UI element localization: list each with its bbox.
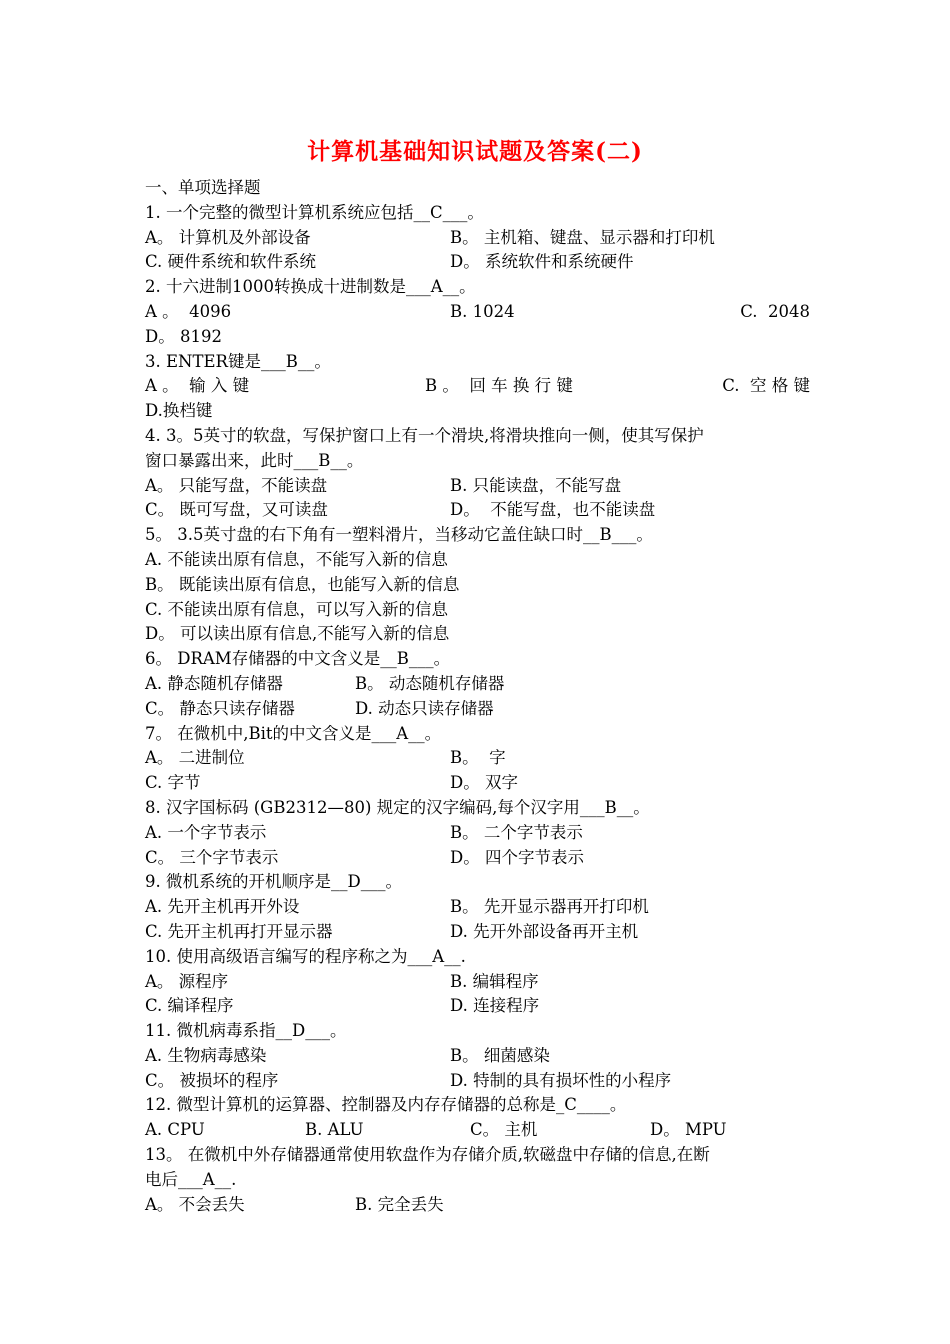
option-c: C. 2048 <box>740 301 810 321</box>
option-row <box>145 498 810 523</box>
question-stem: 12. 微型计算机的运算器、控制器及内存存储器的总称是_C____。 <box>145 1095 627 1115</box>
option-a: A。 二进制位 <box>145 748 245 768</box>
option-row <box>145 846 810 871</box>
option-d: D. 连接程序 <box>450 996 540 1016</box>
option-row <box>145 374 810 399</box>
option-d: D。 8192 <box>145 326 222 346</box>
option-a: A。 只能写盘，不能读盘 <box>145 475 328 495</box>
option-d: D.换档键 <box>145 401 213 421</box>
option-b: B. ALU <box>305 1120 364 1140</box>
option-d: D. 动态只读存储器 <box>355 698 494 718</box>
question-stem: 3. ENTER键是___B__。 <box>145 351 331 371</box>
option-row <box>145 970 810 995</box>
option-d: D。 系统软件和系统硬件 <box>450 252 634 272</box>
option-c: C. 空 格 键 <box>722 376 810 396</box>
option-b: B。 二个字节表示 <box>450 822 583 842</box>
option-d: D。 MPU <box>650 1120 727 1140</box>
option-b: B. 1024 <box>450 301 515 321</box>
option-a: A. 不能读出原有信息，不能写入新的信息 <box>145 549 448 569</box>
question-stem: 1. 一个完整的微型计算机系统应包括__C___。 <box>145 202 484 222</box>
option-a: A. 生物病毒感染 <box>145 1045 267 1065</box>
option-c: C。 三个字节表示 <box>145 847 279 867</box>
option-row <box>145 1069 810 1094</box>
option-d: D。 四个字节表示 <box>450 847 584 867</box>
option-row <box>145 746 810 771</box>
option-c: C. 不能读出原有信息，可以写入新的信息 <box>145 599 449 619</box>
option-row <box>145 771 810 796</box>
option-d: D. 特制的具有损坏性的小程序 <box>450 1070 672 1090</box>
question-stem: 8. 汉字国标码 (GB2312—80) 规定的汉字编码,每个汉字用___B__。 <box>145 797 650 817</box>
option-b: B。 字 <box>450 748 506 768</box>
option-b: B 。 回 车 换 行 键 <box>425 376 573 396</box>
option-row <box>145 920 810 945</box>
question-stem-continued: 电后___A__. <box>145 1169 237 1189</box>
option-c: C. 硬件系统和软件系统 <box>145 252 317 272</box>
option-a: A。 计算机及外部设备 <box>145 227 311 247</box>
page-title: 计算机基础知识试题及答案(二) <box>307 138 643 165</box>
question-stem: 10. 使用高级语言编写的程序称之为___A__. <box>145 946 466 966</box>
question-stem: 5。 3.5英寸盘的右下角有一塑料滑片，当移动它盖住缺口时__B___。 <box>145 525 653 545</box>
option-row <box>145 1044 810 1069</box>
option-c: C。 静态只读存储器 <box>145 698 295 718</box>
option-row <box>145 250 810 275</box>
question-stem: 11. 微机病毒系指__D___。 <box>145 1021 347 1041</box>
option-row <box>145 1118 810 1143</box>
option-b: B。 先开显示器再开打印机 <box>450 897 649 917</box>
option-a: A。 源程序 <box>145 971 229 991</box>
option-c: C。 既可写盘，又可读盘 <box>145 500 328 520</box>
option-row <box>145 697 810 722</box>
option-a: A. CPU <box>145 1120 205 1140</box>
option-c: C。 被损坏的程序 <box>145 1070 279 1090</box>
option-d: D. 先开外部设备再开主机 <box>450 921 639 941</box>
option-b: B. 只能读盘，不能写盘 <box>450 475 622 495</box>
option-a: A。 不会丢失 <box>145 1194 245 1214</box>
option-b: B. 编辑程序 <box>450 971 539 991</box>
option-row <box>145 895 810 920</box>
option-a: A 。 输 入 键 <box>145 376 250 396</box>
question-stem-continued: 窗口暴露出来，此时___B__。 <box>145 450 364 470</box>
question-stem: 4. 3。5英寸的软盘，写保护窗口上有一个滑块,将滑块推向一侧，使其写保护 <box>145 425 704 445</box>
option-b: B。 主机箱、键盘、显示器和打印机 <box>450 227 715 247</box>
option-row <box>145 226 810 251</box>
option-row <box>145 994 810 1019</box>
option-c: C。 主机 <box>470 1120 538 1140</box>
option-row <box>145 1193 810 1218</box>
question-list <box>145 176 810 1217</box>
option-c: C. 字节 <box>145 773 201 793</box>
question-stem: 2. 十六进制1000转换成十进制数是___A__。 <box>145 277 476 297</box>
option-a: A 。 4096 <box>145 301 232 321</box>
option-c: C. 编译程序 <box>145 996 234 1016</box>
option-b: B。 既能读出原有信息，也能写入新的信息 <box>145 574 460 594</box>
option-d: D。 可以读出原有信息,不能写入新的信息 <box>145 624 450 644</box>
option-row <box>145 474 810 499</box>
option-b: B。 细菌感染 <box>450 1045 550 1065</box>
question-stem: 9. 微机系统的开机顺序是__D___。 <box>145 872 402 892</box>
question-stem: 6。 DRAM存储器的中文含义是__B___。 <box>145 649 451 669</box>
option-a: A. 静态随机存储器 <box>145 673 283 693</box>
option-b: B。 动态随机存储器 <box>355 673 505 693</box>
option-a: A. 先开主机再开外设 <box>145 897 300 917</box>
option-d: D。 双字 <box>450 773 518 793</box>
option-row <box>145 672 810 697</box>
option-d: D。 不能写盘，也不能读盘 <box>450 500 656 520</box>
option-row <box>145 300 810 325</box>
option-a: A. 一个字节表示 <box>145 822 267 842</box>
question-stem: 13。 在微机中外存储器通常使用软盘作为存储介质,软磁盘中存储的信息,在断 <box>145 1145 710 1165</box>
option-row <box>145 821 810 846</box>
section-heading: 一、单项选择题 <box>145 178 261 197</box>
option-b: B. 完全丢失 <box>355 1194 444 1214</box>
option-c: C. 先开主机再打开显示器 <box>145 921 333 941</box>
question-stem: 7。 在微机中,Bit的中文含义是___A__。 <box>145 723 442 743</box>
